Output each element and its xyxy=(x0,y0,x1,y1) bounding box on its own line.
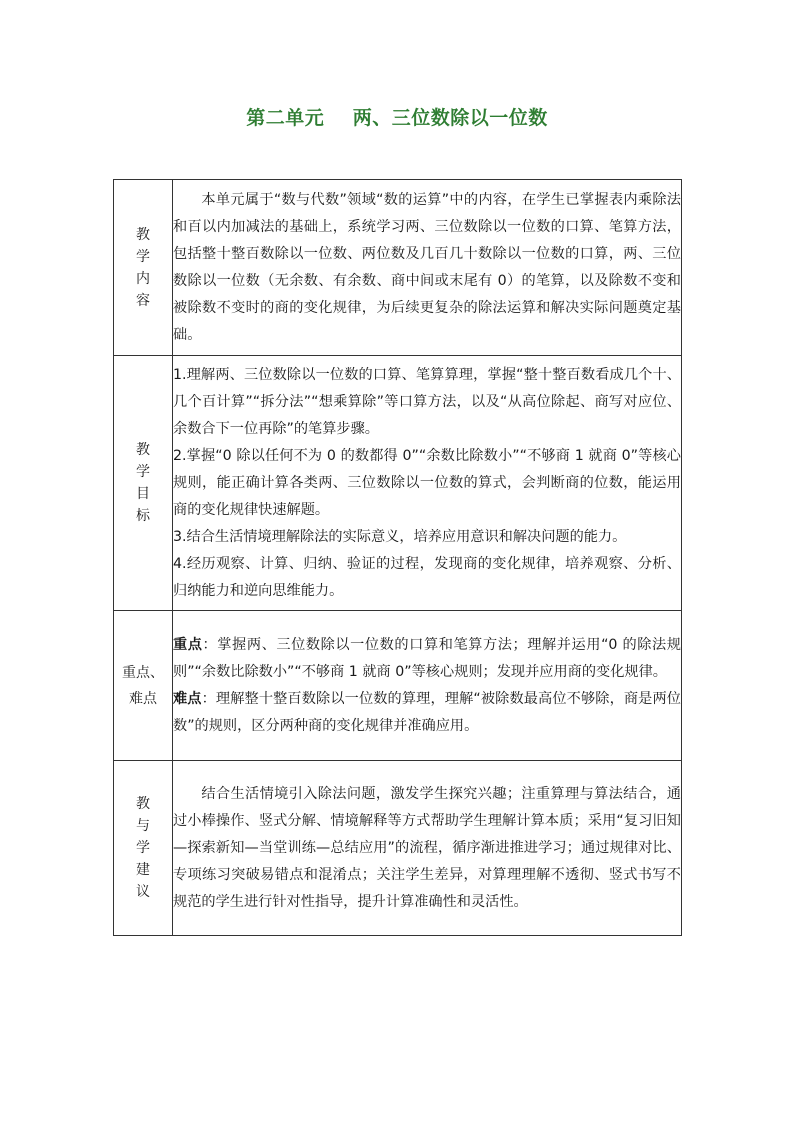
table-row-suggestions xyxy=(114,761,682,936)
row-header-cell xyxy=(114,611,173,761)
focus-paragraph xyxy=(173,632,681,686)
row-header-cell xyxy=(114,761,173,936)
goal-item-4: 4.经历观察、计算、归纳、验证的过程，发现商的变化规律，培养观察、分析、归纳能力和逆向思维能力。 xyxy=(173,555,681,599)
table-row-key-points xyxy=(114,611,682,761)
difficulty-paragraph xyxy=(173,686,681,740)
row-header-goals: 教学目标 xyxy=(136,442,150,524)
table-row-goals xyxy=(114,356,682,611)
row-header-cell xyxy=(114,180,173,356)
row-body-cell xyxy=(173,611,682,761)
difficulty-label: 难点 xyxy=(173,690,202,707)
focus-text: ：掌握两、三位数除以一位数的口算和笔算方法；理解并运用“0 的除法规则”“余数比除数小”“不够商 1 就商 0”等核心规则；发现并应用商的变化规律。 xyxy=(173,636,681,680)
suggestions-text: 结合生活情境引入除法问题，激发学生探究兴趣；注重算理与算法结合，通过小棒操作、竖式分解、情境解释等方式帮助学生理解计算本质；采用“复习旧知—探索新知—当堂训练—总结应用”的流程，循序渐进推进学习；通过规律对比、专项练习突破易错点和混淆点；关注学生差异，对算理理解不透彻、竖式书写不规范的学生进行针对性指导，提升计算准确性和灵活性。 xyxy=(173,785,681,910)
goal-item-3: 3.结合生活情境理解除法的实际意义，培养应用意识和解决问题的能力。 xyxy=(173,528,627,545)
row-header-cell xyxy=(114,356,173,611)
goal-item-2: 2.掌握“0 除以任何不为 0 的数都得 0”“余数比除数小”“不够商 1 就商 0”等核心规则，能正确计算各类两、三位数除以一位数的算式，会判断商的位数，能运用商的变化规律快速解题。 xyxy=(173,447,681,518)
row-header-content: 教学内容 xyxy=(136,226,150,309)
content-text: 本单元属于“数与代数”领域“数的运算”中的内容，在学生已掌握表内乘除法和百以内加减法的基础上，系统学习两、三位数除以一位数的口算、笔算方法，包括整十整百数除以一位数、两位数及几百几十数除以一位数的口算，两、三位数除以一位数（无余数、有余数、商中间或末尾有 0）的笔算，以及除数不变和被除数不变时的商的变化规律，为后续更复杂的除法运算和解决实际问题奠定基础。 xyxy=(173,191,681,343)
focus-label: 重点 xyxy=(173,636,203,653)
difficulty-text: ：理解整十整百数除以一位数的算理，理解“被除数最高位不够除，商是两位数”的规则，区分两种商的变化规律并准确应用。 xyxy=(173,690,681,734)
row-body-cell xyxy=(173,180,682,356)
row-body-cell xyxy=(173,356,682,611)
row-header-key-points: 重点、难点 xyxy=(122,664,164,707)
page-title: 第二单元 两、三位数除以一位数 xyxy=(246,107,548,129)
lesson-plan-table xyxy=(113,179,682,936)
table-row-content xyxy=(114,180,682,356)
goal-item-1: 1.理解两、三位数除以一位数的口算、笔算算理，掌握“整十整百数看成几个十、几个百计算”“拆分法”“想乘算除”等口算方法，以及“从高位除起、商写对应位、余数合下一位再除”的笔算步骤。 xyxy=(173,366,681,437)
row-body-cell xyxy=(173,761,682,936)
row-header-suggestions: 教与学建议 xyxy=(136,796,150,900)
